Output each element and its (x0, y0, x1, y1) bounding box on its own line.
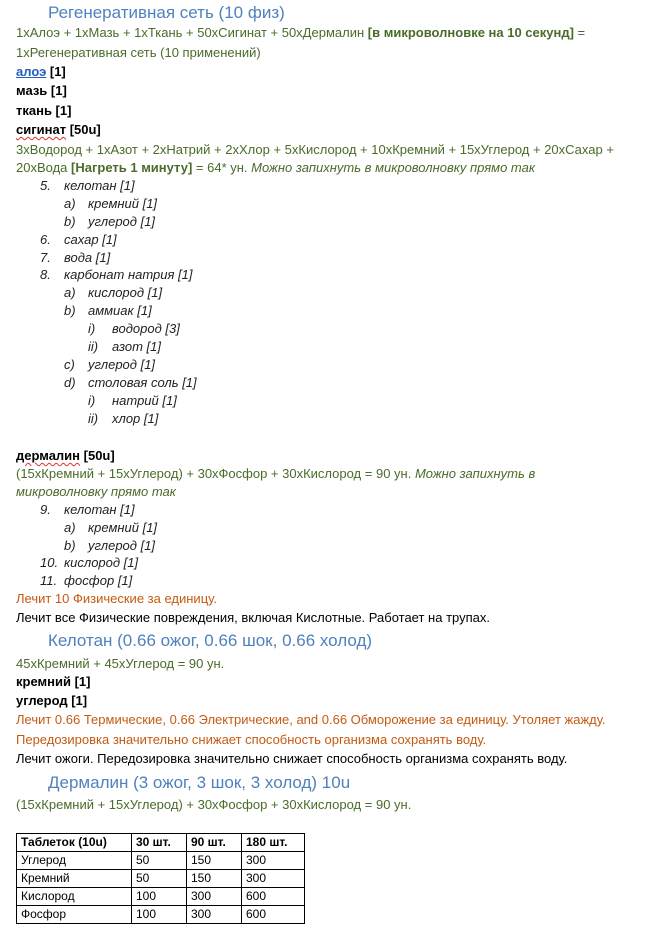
list-text: кремний [1] (88, 196, 158, 211)
siginat-recipe-line-1: 3xВодород + 1xАзот + 2xНатрий + 2xХлор + 5xКислород + 10xКремний + 15xУглерод + 20xСахар + (16, 142, 614, 157)
dermalin-heading: Дермалин (3 ожог, 3 шок, 3 холод) 10u (48, 773, 351, 792)
table-row (17, 906, 305, 924)
dermalin-name: дермалин (16, 448, 81, 463)
kelotan-overdose: Передозировка значительно снижает способность организма сохранять воду. (16, 732, 487, 747)
dermalin-qty: [50u] (80, 448, 115, 463)
pill-table (16, 833, 305, 924)
list-text: вода [1] (64, 250, 111, 265)
ingredient-aloe (16, 63, 66, 81)
list-text: келотан [1] (64, 178, 135, 193)
list-number: ii) (88, 411, 99, 426)
regen-recipe-eq: = (573, 25, 586, 40)
kelotan-heals: Лечит 0.66 Термические, 0.66 Электрические, and 0.66 Обморожение за единицу. Утоляет жажду. (16, 712, 606, 727)
list-number: 8. (40, 267, 51, 282)
kelotan-description: Лечит ожоги. Передозировка значительно снижает способность организма сохранять воду. (16, 751, 568, 766)
aloe-qty: [1] (46, 64, 66, 79)
list-text: кремний [1] (88, 520, 158, 535)
list-text: аммиак [1] (88, 303, 152, 318)
list-text: хлор [1] (112, 411, 159, 426)
table-cell: Кислород (17, 888, 132, 906)
list-text: углерод [1] (88, 538, 156, 553)
regen-heals: Лечит 10 Физические за единицу. (16, 591, 217, 606)
list-number: a) (64, 520, 76, 535)
dermalin-recipe-formula: (15xКремний + 15xУглерод) + 30xФосфор + 30xКислород = 90 ун. (16, 466, 415, 481)
regen-recipe-result: 1xРегенеративная сеть (10 применений) (16, 45, 261, 60)
siginat-recipe-water: 20xВода (16, 160, 72, 175)
ingredient-maz: мазь [1] (16, 83, 67, 98)
list-text: келотан [1] (64, 502, 135, 517)
list-text: водород [3] (112, 321, 180, 336)
kelotan-ingredient-2: углерод [1] (16, 693, 88, 708)
siginat-recipe-line-2 (16, 159, 535, 177)
table-cell: 150 (187, 870, 242, 888)
kelotan-ingredient-1: кремний [1] (16, 674, 91, 689)
list-text: углерод [1] (88, 357, 156, 372)
table-header-cell: 180 шт. (242, 834, 305, 852)
list-number: c) (64, 357, 75, 372)
list-text: кислород [1] (64, 555, 139, 570)
regen-description: Лечит все Физические повреждения, включая Кислотные. Работает на трупах. (16, 610, 490, 625)
list-text: фосфор [1] (64, 573, 133, 588)
table-cell: 100 (132, 888, 187, 906)
table-cell: 300 (187, 888, 242, 906)
ingredient-siginat (16, 121, 101, 139)
list-number: b) (64, 214, 76, 229)
table-cell: 50 (132, 870, 187, 888)
dermalin-recipe-line-2: микроволновку прямо так (16, 484, 176, 499)
list-number: ii) (88, 339, 99, 354)
table-cell: Фосфор (17, 906, 132, 924)
siginat-name: сигинат (16, 122, 67, 137)
list-number: 7. (40, 250, 51, 265)
list-number: b) (64, 303, 76, 318)
table-cell: 300 (187, 906, 242, 924)
siginat-qty: [50u] (66, 122, 101, 137)
dermalin-recipe-line-1 (16, 465, 535, 483)
table-header-cell: 90 шт. (187, 834, 242, 852)
list-text: азот [1] (112, 339, 161, 354)
table-header-row (17, 834, 305, 852)
table-cell: Углерод (17, 852, 132, 870)
ingredient-dermalin (16, 447, 115, 465)
table-cell: 300 (242, 870, 305, 888)
list-text: углерод [1] (88, 214, 156, 229)
list-text: сахар [1] (64, 232, 117, 247)
table-header-cell: Таблеток (10u) (17, 834, 132, 852)
table-header-cell: 30 шт. (132, 834, 187, 852)
regen-recipe-line-1 (16, 24, 585, 42)
list-number: a) (64, 196, 76, 211)
regen-recipe-main: 1xАлоэ + 1xМазь + 1xТкань + 50xСигинат + 50xДермалин (16, 25, 365, 40)
table-cell: 150 (187, 852, 242, 870)
list-text: карбонат натрия [1] (64, 267, 193, 282)
list-text: натрий [1] (112, 393, 177, 408)
table-cell: 600 (242, 888, 305, 906)
table-row (17, 852, 305, 870)
list-number: 6. (40, 232, 51, 247)
list-number: i) (88, 393, 96, 408)
siginat-recipe-yield: = 64* ун. (192, 160, 252, 175)
table-row (17, 870, 305, 888)
dermalin-recipe: (15xКремний + 15xУглерод) + 30xФосфор + 30xКислород = 90 ун. (16, 797, 412, 812)
regen-heading: Регенеративная сеть (10 физ) (48, 3, 285, 22)
list-number: 5. (40, 178, 51, 193)
list-number: i) (88, 321, 96, 336)
list-text: кислород [1] (88, 285, 163, 300)
table-row (17, 888, 305, 906)
table-cell: 50 (132, 852, 187, 870)
kelotan-heading: Келотан (0.66 ожог, 0.66 шок, 0.66 холод) (48, 631, 373, 650)
list-number: 9. (40, 502, 51, 517)
table-cell: 600 (242, 906, 305, 924)
kelotan-recipe: 45xКремний + 45xУглерод = 90 ун. (16, 656, 225, 671)
list-number: 11. (40, 573, 58, 588)
list-number: 10. (40, 555, 59, 570)
table-cell: 300 (242, 852, 305, 870)
ingredient-tkan: ткань [1] (16, 103, 72, 118)
table-cell: Кремний (17, 870, 132, 888)
list-number: d) (64, 375, 76, 390)
aloe-link[interactable]: алоэ (16, 64, 47, 79)
list-number: b) (64, 538, 76, 553)
siginat-recipe-heat: [Нагреть 1 минуту] (71, 160, 193, 175)
regen-recipe-note: [в микроволновке на 10 секунд] (367, 25, 574, 40)
table-cell: 100 (132, 906, 187, 924)
list-text: столовая соль [1] (88, 375, 197, 390)
siginat-recipe-tip: Можно запихнуть в микроволновку прямо так (251, 160, 535, 175)
list-number: a) (64, 285, 76, 300)
dermalin-recipe-tip: Можно запихнуть в (414, 466, 536, 481)
